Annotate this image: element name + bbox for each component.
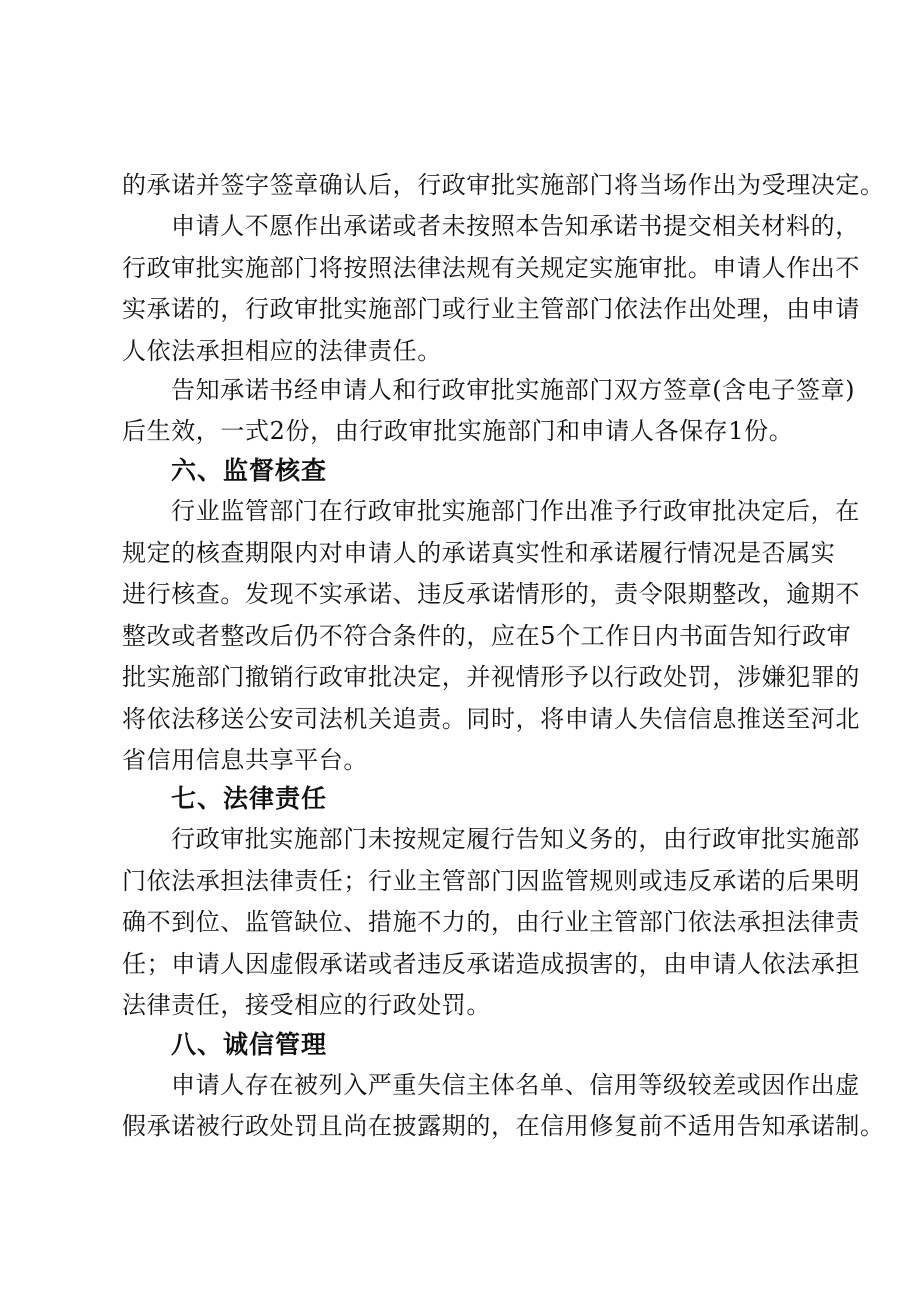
paragraph-line: 的承诺并签字签章确认后，行政审批实施部门将当场作出为受理决定。 xyxy=(122,171,885,199)
paragraph-line: 申请人存在被列入严重失信主体名单、信用等级较差或因作出虚 xyxy=(171,1071,860,1099)
paragraph-line: 实承诺的，行政审批实施部门或行业主管部门依法作出处理，由申请 xyxy=(122,295,860,323)
paragraph-line: 申请人不愿作出承诺或者未按照本告知承诺书提交相关材料的， xyxy=(171,212,860,240)
paragraph-line: 任；申请人因虚假承诺或者违反承诺造成损害的，由申请人依法承担 xyxy=(122,950,860,978)
paragraph-line: 将依法移送公安司法机关追责。同时，将申请人失信信息推送至河北 xyxy=(122,705,860,733)
paragraph-line: 后生效，一式2份，由行政审批实施部门和申请人各保存1份。 xyxy=(122,417,794,445)
paragraph-line: 省信用信息共享平台。 xyxy=(122,746,368,774)
paragraph-line: 批实施部门撤销行政审批决定，并视情形予以行政处罚，涉嫌犯罪的 xyxy=(122,663,860,691)
section-heading-supervision: 六、监督核查 xyxy=(171,456,328,485)
paragraph-line: 确不到位、监管缺位、措施不力的，由行业主管部门依法承担法律责 xyxy=(122,908,860,936)
paragraph-line: 行政审批实施部门将按照法律法规有关规定实施审批。申请人作出不 xyxy=(122,254,860,282)
section-heading-legal-liability: 七、法律责任 xyxy=(171,784,328,813)
paragraph-line: 假承诺被行政处罚且尚在披露期的，在信用修复前不适用告知承诺制。 xyxy=(122,1112,885,1140)
paragraph-line: 行政审批实施部门未按规定履行告知义务的，由行政审批实施部 xyxy=(171,825,860,853)
paragraph-line: 人依法承担相应的法律责任。 xyxy=(122,337,442,365)
paragraph-line: 规定的核查期限内对申请人的承诺真实性和承诺履行情况是否属实 xyxy=(122,539,836,567)
paragraph-line: 进行核查。发现不实承诺、违反承诺情形的，责令限期整改，逾期不 xyxy=(122,580,860,608)
paragraph-line: 告知承诺书经申请人和行政审批实施部门双方签章(含电子签章) xyxy=(171,376,856,404)
paragraph-line: 整改或者整改后仍不符合条件的，应在5个工作日内书面告知行政审 xyxy=(122,622,852,650)
paragraph-line: 门依法承担法律责任；行业主管部门因监管规则或违反承诺的后果明 xyxy=(122,867,860,895)
paragraph-line: 行业监管部门在行政审批实施部门作出准予行政审批决定后，在 xyxy=(171,497,860,525)
paragraph-line: 法律责任，接受相应的行政处罚。 xyxy=(122,991,491,1019)
section-heading-credit-management: 八、诚信管理 xyxy=(171,1030,328,1059)
